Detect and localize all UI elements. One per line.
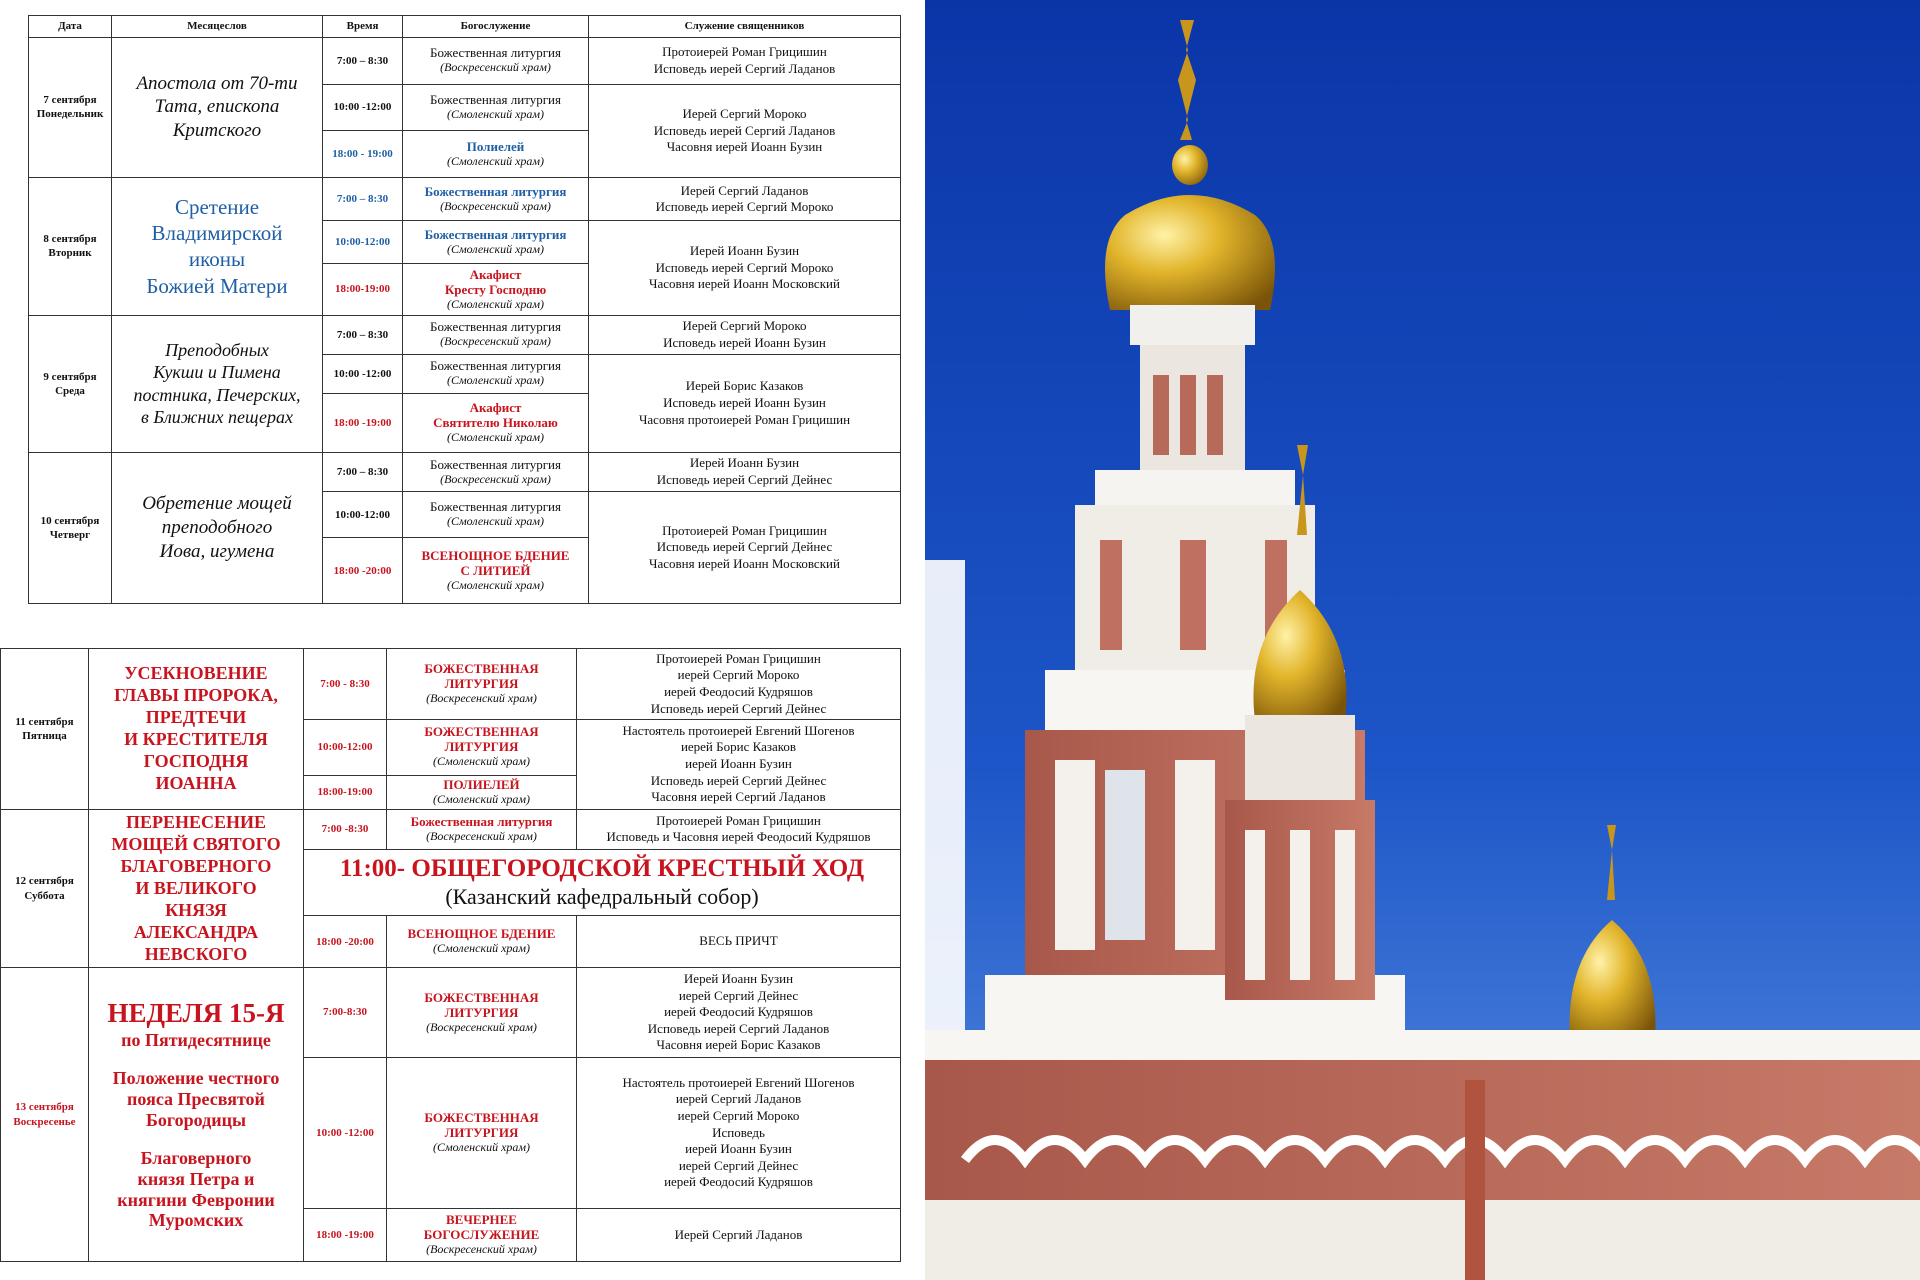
slot-clergy: Иерей Иоанн Бузин Исповедь иерей Сергий Дейнес	[589, 453, 901, 492]
slot-clergy: Настоятель протоиерей Евгений Шогенов иерей Борис Казаков иерей Иоанн Бузин Исповедь иерей Сергий Дейнес Часовня иерей Сергий Ладанов	[577, 719, 901, 809]
header-clergy: Служение священников	[589, 16, 901, 38]
slot-service: Божественная литургия (Воскресенский храм)	[387, 809, 577, 849]
slot-clergy: Настоятель протоиерей Евгений Шогенов иерей Сергий Ладанов иерей Сергий Мороко Исповедь иерей Иоанн Бузин иерей Сергий Дейнес иерей Феодосий Кудряшов	[577, 1057, 901, 1209]
header-service: Богослужение	[403, 16, 589, 38]
schedule-panel-week1	[28, 15, 900, 604]
slot-clergy: Иерей Сергий Ладанов Исповедь иерей Сергий Мороко	[589, 178, 901, 221]
slot-time: 7:00 – 8:30	[323, 178, 403, 221]
feast-2: Благоверного князя Петра и княгини Февронии Муромских	[117, 1148, 275, 1231]
slot-clergy: Иерей Иоанн Бузин иерей Сергий Дейнес иерей Феодосий Кудряшов Исповедь иерей Сергий Ладанов Часовня иерей Борис Казаков	[577, 968, 901, 1057]
slot-time: 7:00 -8:30	[304, 809, 387, 849]
day-saint: Сретение Владимирской иконы Божией Матери	[112, 178, 323, 315]
slot-service: БОЖЕСТВЕННАЯ ЛИТУРГИЯ (Смоленский храм)	[387, 719, 577, 775]
slot-time: 18:00 - 19:00	[323, 130, 403, 177]
day-saint: Апостола от 70-ти Тата, епископа Критского	[112, 37, 323, 178]
header-time: Время	[323, 16, 403, 38]
day-saint: ПЕРЕНЕСЕНИЕ МОЩЕЙ СВЯТОГО БЛАГОВЕРНОГО И ВЕЛИКОГО КНЯЗЯ АЛЕКСАНДРА НЕВСКОГО	[89, 809, 304, 968]
header-date: Дата	[29, 16, 112, 38]
day-saint	[89, 968, 304, 1262]
slot-service: Божественная литургия (Смоленский храм)	[403, 354, 589, 393]
day-date: 7 сентября Понедельник	[29, 37, 112, 178]
slot-time: 18:00 -20:00	[323, 538, 403, 604]
slot-time: 10:00 -12:00	[323, 84, 403, 130]
slot-time: 10:00 -12:00	[304, 1057, 387, 1209]
procession-title: 11:00- ОБЩЕГОРОДСКОЙ КРЕСТНЫЙ ХОД	[339, 855, 865, 883]
slot-service: ПОЛИЕЛЕЙ (Смоленский храм)	[387, 775, 577, 809]
slot-clergy: Иерей Борис Казаков Исповедь иерей Иоанн Бузин Часовня протоиерей Роман Грицишин	[589, 354, 901, 453]
slot-clergy: Иерей Сергий Мороко Исповедь иерей Иоанн Бузин	[589, 315, 901, 354]
slot-time: 7:00 – 8:30	[323, 37, 403, 84]
day-saint: Преподобных Кукши и Пимена постника, Печерских, в Ближних пещерах	[112, 315, 323, 452]
slot-time: 18:00 -19:00	[304, 1209, 387, 1262]
header-saint: Месяцеслов	[112, 16, 323, 38]
church-illustration	[925, 0, 1920, 1280]
slot-clergy: ВЕСЬ ПРИЧТ	[577, 915, 901, 968]
slot-service: ВСЕНОЩНОЕ БДЕНИЕ (Смоленский храм)	[387, 915, 577, 968]
procession-cell	[304, 850, 901, 916]
slot-time: 10:00 -12:00	[323, 354, 403, 393]
schedule-panel-week2	[0, 648, 900, 1262]
slot-service: Божественная литургия (Воскресенский храм)	[403, 178, 589, 221]
day-date: 10 сентября Четверг	[29, 453, 112, 604]
church-body	[925, 1030, 1920, 1280]
day-date: 11 сентября Пятница	[1, 649, 89, 810]
day-saint: УСЕКНОВЕНИЕ ГЛАВЫ ПРОРОКА, ПРЕДТЕЧИ И КРЕСТИТЕЛЯ ГОСПОДНЯ ИОАННА	[89, 649, 304, 810]
day-date: 8 сентября Вторник	[29, 178, 112, 315]
sunday-subtitle: по Пятидесятнице	[121, 1029, 271, 1050]
day-saint: Обретение мощей преподобного Иова, игумена	[112, 453, 323, 604]
day-date: 9 сентября Среда	[29, 315, 112, 452]
slot-service: БОЖЕСТВЕННАЯ ЛИТУРГИЯ (Смоленский храм)	[387, 1057, 577, 1209]
day-date: 12 сентября Суббота	[1, 809, 89, 968]
slot-time: 18:00-19:00	[304, 775, 387, 809]
slot-clergy: Протоиерей Роман Грицишин Исповедь иерей Сергий Ладанов	[589, 37, 901, 84]
slot-time: 10:00-12:00	[304, 719, 387, 775]
slot-time: 7:00 – 8:30	[323, 453, 403, 492]
slot-service: Божественная литургия (Смоленский храм)	[403, 84, 589, 130]
slot-service: Божественная литургия (Смоленский храм)	[403, 492, 589, 538]
slot-service: БОЖЕСТВЕННАЯ ЛИТУРГИЯ (Воскресенский храм)	[387, 968, 577, 1057]
slot-time: 18:00 -20:00	[304, 915, 387, 968]
day-date: 13 сентября Воскресенье	[1, 968, 89, 1262]
schedule-table-2	[0, 648, 901, 1262]
slot-clergy: Иерей Сергий Ладанов	[577, 1209, 901, 1262]
main-dome	[1105, 195, 1275, 310]
schedule-area	[0, 0, 925, 1280]
church-photo	[925, 0, 1920, 1280]
slot-service: БОЖЕСТВЕННАЯ ЛИТУРГИЯ (Воскресенский храм)	[387, 649, 577, 720]
feast-1: Положение честного пояса Пресвятой Богородицы	[112, 1068, 280, 1130]
slot-service: ВЕЧЕРНЕЕ БОГОСЛУЖЕНИЕ (Воскресенский храм)	[387, 1209, 577, 1262]
slot-service: Божественная литургия (Воскресенский храм)	[403, 453, 589, 492]
slot-time: 18:00 -19:00	[323, 393, 403, 453]
slot-service: Полиелей (Смоленский храм)	[403, 130, 589, 177]
slot-clergy: Протоиерей Роман Грицишин Исповедь и Часовня иерей Феодосий Кудряшов	[577, 809, 901, 849]
slot-clergy: Протоиерей Роман Грицишин иерей Сергий Мороко иерей Феодосий Кудряшов Исповедь иерей Сергий Дейнес	[577, 649, 901, 720]
slot-service: Божественная литургия (Воскресенский храм)	[403, 315, 589, 354]
slot-clergy: Иерей Иоанн Бузин Исповедь иерей Сергий Мороко Часовня иерей Иоанн Московский	[589, 221, 901, 315]
slot-time: 7:00 – 8:30	[323, 315, 403, 354]
slot-time: 10:00-12:00	[323, 492, 403, 538]
slot-clergy: Иерей Сергий Мороко Исповедь иерей Сергий Ладанов Часовня иерей Иоанн Бузин	[589, 84, 901, 177]
slot-time: 10:00-12:00	[323, 221, 403, 264]
slot-service: Акафист Святителю Николаю (Смоленский храм)	[403, 393, 589, 453]
slot-clergy: Протоиерей Роман Грицишин Исповедь иерей Сергий Дейнес Часовня иерей Иоанн Московский	[589, 492, 901, 604]
slot-time: 7:00-8:30	[304, 968, 387, 1057]
slot-service: Божественная литургия (Смоленский храм)	[403, 221, 589, 264]
slot-time: 7:00 - 8:30	[304, 649, 387, 720]
schedule-table-1	[28, 15, 901, 604]
slot-time: 18:00-19:00	[323, 264, 403, 315]
slot-service: Божественная литургия (Воскресенский храм)	[403, 37, 589, 84]
slot-service: ВСЕНОЩНОЕ БДЕНИЕ С ЛИТИЕЙ (Смоленский храм)	[403, 538, 589, 604]
sunday-title: НЕДЕЛЯ 15-Я	[107, 998, 285, 1029]
procession-place: (Казанский кафедральный собор)	[445, 884, 759, 910]
slot-service: Акафист Кресту Господню (Смоленский храм)	[403, 264, 589, 315]
